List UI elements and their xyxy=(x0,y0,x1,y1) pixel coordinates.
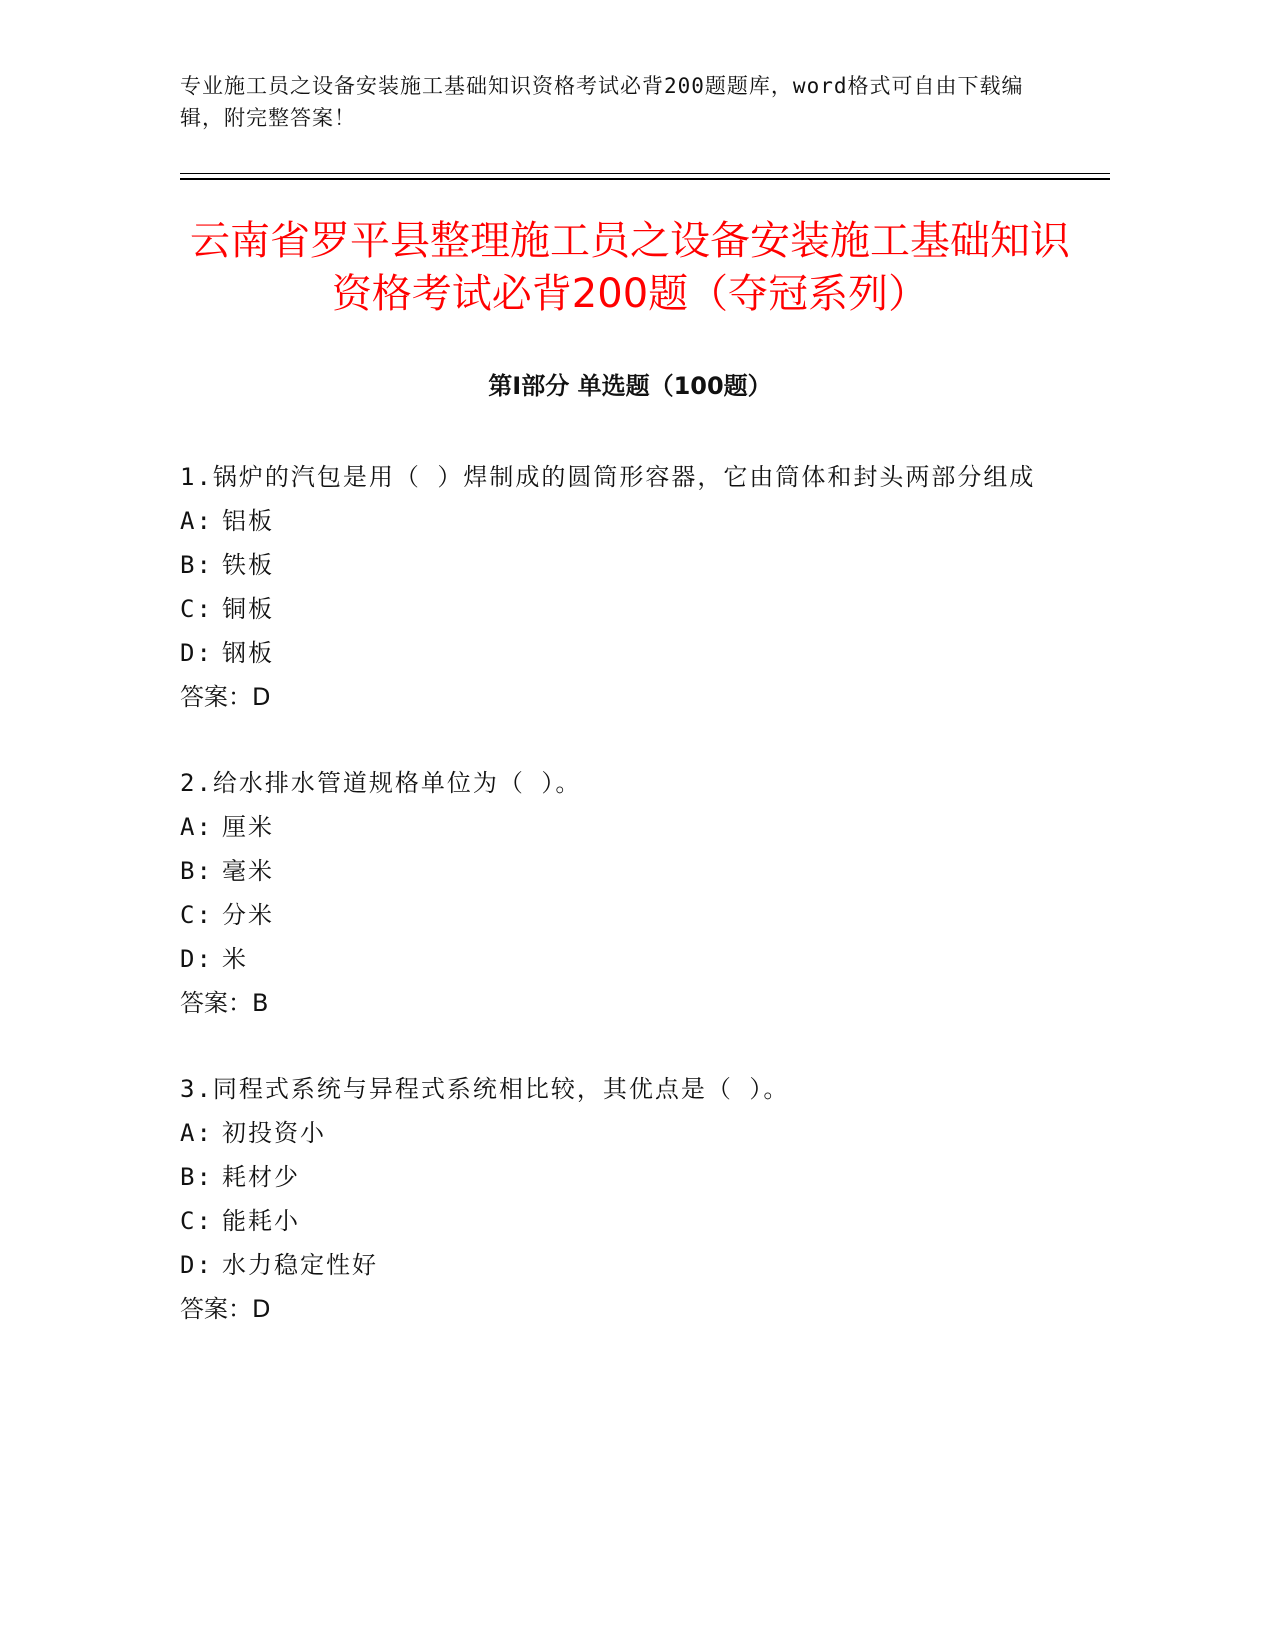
answer-line: 答案：D xyxy=(180,1295,271,1323)
answer-line: 答案：B xyxy=(180,989,269,1017)
question-2 xyxy=(180,761,1040,1025)
option-text: 能耗小 xyxy=(222,1207,300,1235)
option-d xyxy=(180,937,1040,981)
option-a xyxy=(180,805,1040,849)
option-key: B: xyxy=(180,857,213,885)
option-d xyxy=(180,1243,1040,1287)
option-text: 米 xyxy=(222,945,248,973)
option-d xyxy=(180,631,1040,675)
option-key: A: xyxy=(180,813,213,841)
option-key: D: xyxy=(180,945,213,973)
option-b xyxy=(180,1155,1040,1199)
option-text: 钢板 xyxy=(222,639,274,667)
option-key: D: xyxy=(180,639,213,667)
option-c xyxy=(180,587,1040,631)
option-text: 毫米 xyxy=(222,857,274,885)
header-divider-thin xyxy=(180,173,1110,174)
option-text: 铁板 xyxy=(222,551,274,579)
option-b xyxy=(180,849,1040,893)
option-a xyxy=(180,1111,1040,1155)
option-key: B: xyxy=(180,1163,213,1191)
question-stem: 2.给水排水管道规格单位为（ ）。 xyxy=(180,769,582,797)
question-3 xyxy=(180,1067,1040,1331)
option-text: 水力稳定性好 xyxy=(222,1251,378,1279)
option-key: C: xyxy=(180,1207,213,1235)
question-stem: 3.同程式系统与异程式系统相比较，其优点是（ ）。 xyxy=(180,1075,790,1103)
option-key: C: xyxy=(180,901,213,929)
option-text: 厘米 xyxy=(222,813,274,841)
option-key: A: xyxy=(180,1119,213,1147)
answer-line: 答案：D xyxy=(180,683,271,711)
section-heading: 第I部分 单选题（100题） xyxy=(488,372,772,400)
option-text: 耗材少 xyxy=(222,1163,300,1191)
option-a xyxy=(180,499,1040,543)
option-key: D: xyxy=(180,1251,213,1279)
option-text: 铝板 xyxy=(222,507,274,535)
document-title: 云南省罗平县整理施工员之设备安装施工基础知识资格考试必背200题（夺冠系列） xyxy=(190,218,1070,317)
option-text: 铜板 xyxy=(222,595,274,623)
option-text: 分米 xyxy=(222,901,274,929)
header-divider-thick xyxy=(180,178,1110,180)
question-stem: 1.锅炉的汽包是用（ ）焊制成的圆筒形容器，它由筒体和封头两部分组成 xyxy=(180,463,1036,491)
question-list xyxy=(180,455,1040,1373)
option-key: C: xyxy=(180,595,213,623)
option-b xyxy=(180,543,1040,587)
option-text: 初投资小 xyxy=(222,1119,326,1147)
option-key: B: xyxy=(180,551,213,579)
option-key: A: xyxy=(180,507,213,535)
question-1 xyxy=(180,455,1040,719)
option-c xyxy=(180,893,1040,937)
header-note: 专业施工员之设备安装施工基础知识资格考试必背200题题库，word格式可自由下载编辑，附完整答案！ xyxy=(180,74,1024,130)
option-c xyxy=(180,1199,1040,1243)
